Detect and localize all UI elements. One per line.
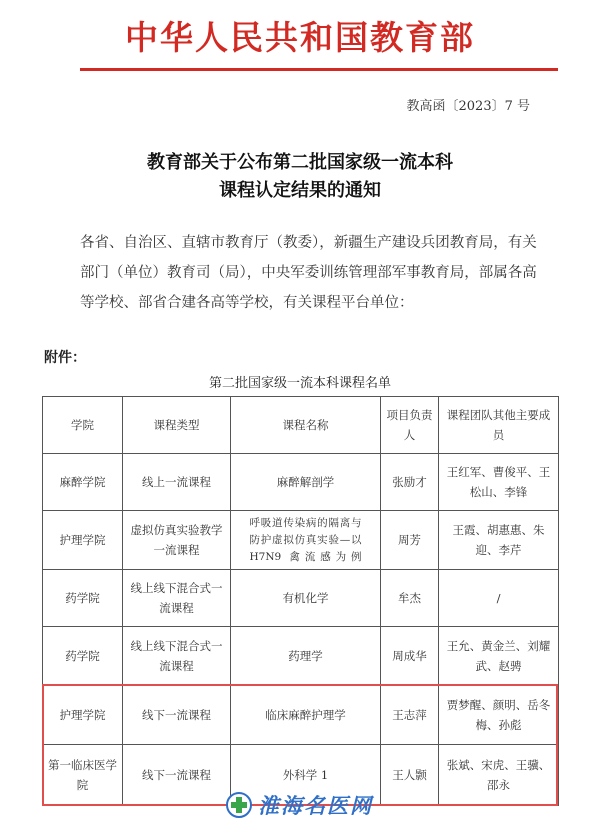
cell-course-name: 有机化学 (231, 570, 381, 627)
course-name-text: 呼吸道传染病的隔离与防护虚拟仿真实验—以 H7N9 禽流感为例 (249, 516, 362, 563)
cell-course-name: 外科学 1 (231, 745, 381, 806)
cell-course-name (231, 511, 381, 570)
cell-course-type: 线上线下混合式一流课程 (123, 627, 231, 686)
cell-course-type: 虚拟仿真实验教学一流课程 (123, 511, 231, 570)
medical-cross-logo-icon (226, 792, 252, 818)
course-list-table (42, 396, 559, 806)
column-header-team: 课程团队其他主要成员 (439, 397, 559, 454)
table-header-row (43, 397, 559, 454)
cell-college: 第一临床医学院 (43, 745, 123, 806)
notice-title-line-1: 教育部关于公布第二批国家级一流本科 (147, 152, 453, 173)
cell-team: / (439, 570, 559, 627)
column-header-course-name: 课程名称 (231, 397, 381, 454)
cell-team: 王允、黄金兰、刘耀武、赵骋 (439, 627, 559, 686)
table-row (43, 627, 559, 686)
cell-course-type: 线下一流课程 (123, 745, 231, 806)
cell-leader: 周芳 (381, 511, 439, 570)
cell-college: 护理学院 (43, 686, 123, 745)
cell-team: 王红军、曹俊平、王松山、李锋 (439, 454, 559, 511)
notice-greeting: 各省、自治区、直辖市教育厅（教委），新疆生产建设兵团教育局，有关部门（单位）教育司（局），中央军委训练管理部军事教育局，部属各高等学校、部省合建各高等学校，有关课程平台单位： (80, 235, 537, 311)
cell-college: 麻醉学院 (43, 454, 123, 511)
column-header-leader: 项目负责人 (381, 397, 439, 454)
cell-college: 药学院 (43, 570, 123, 627)
table-row (43, 454, 559, 511)
attachment-label: 附件： (44, 350, 86, 366)
watermark-text: 淮海名医网 (258, 794, 373, 818)
table-row (43, 570, 559, 627)
site-watermark (226, 790, 373, 820)
notice-title-line-2: 课程认定结果的通知 (219, 180, 381, 201)
table-row (43, 686, 559, 745)
red-divider (80, 68, 558, 71)
cell-college: 护理学院 (43, 511, 123, 570)
cell-team: 张斌、宋虎、王骥、邵永 (439, 745, 559, 806)
column-header-college: 学院 (43, 397, 123, 454)
document-number: 教高函〔2023〕7 号 (406, 99, 530, 114)
cell-team: 王霞、胡惠惠、朱迎、李芹 (439, 511, 559, 570)
column-header-course-type: 课程类型 (123, 397, 231, 454)
cell-leader: 周成华 (381, 627, 439, 686)
cell-course-type: 线下一流课程 (123, 686, 231, 745)
table-caption: 第二批国家级一流本科课程名单 (208, 376, 391, 391)
table-row (43, 511, 559, 570)
cell-team: 贾梦醒、颜明、岳冬梅、孙彪 (439, 686, 559, 745)
cell-course-type: 线上一流课程 (123, 454, 231, 511)
cell-course-name: 药理学 (231, 627, 381, 686)
cell-college: 药学院 (43, 627, 123, 686)
ministry-title: 中华人民共和国教育部 (125, 18, 475, 57)
cell-leader: 王人颢 (381, 745, 439, 806)
cell-leader: 张励才 (381, 454, 439, 511)
cell-leader: 牟杰 (381, 570, 439, 627)
cell-leader: 王志萍 (381, 686, 439, 745)
cell-course-name: 临床麻醉护理学 (231, 686, 381, 745)
cell-course-name: 麻醉解剖学 (231, 454, 381, 511)
cell-course-type: 线上线下混合式一流课程 (123, 570, 231, 627)
